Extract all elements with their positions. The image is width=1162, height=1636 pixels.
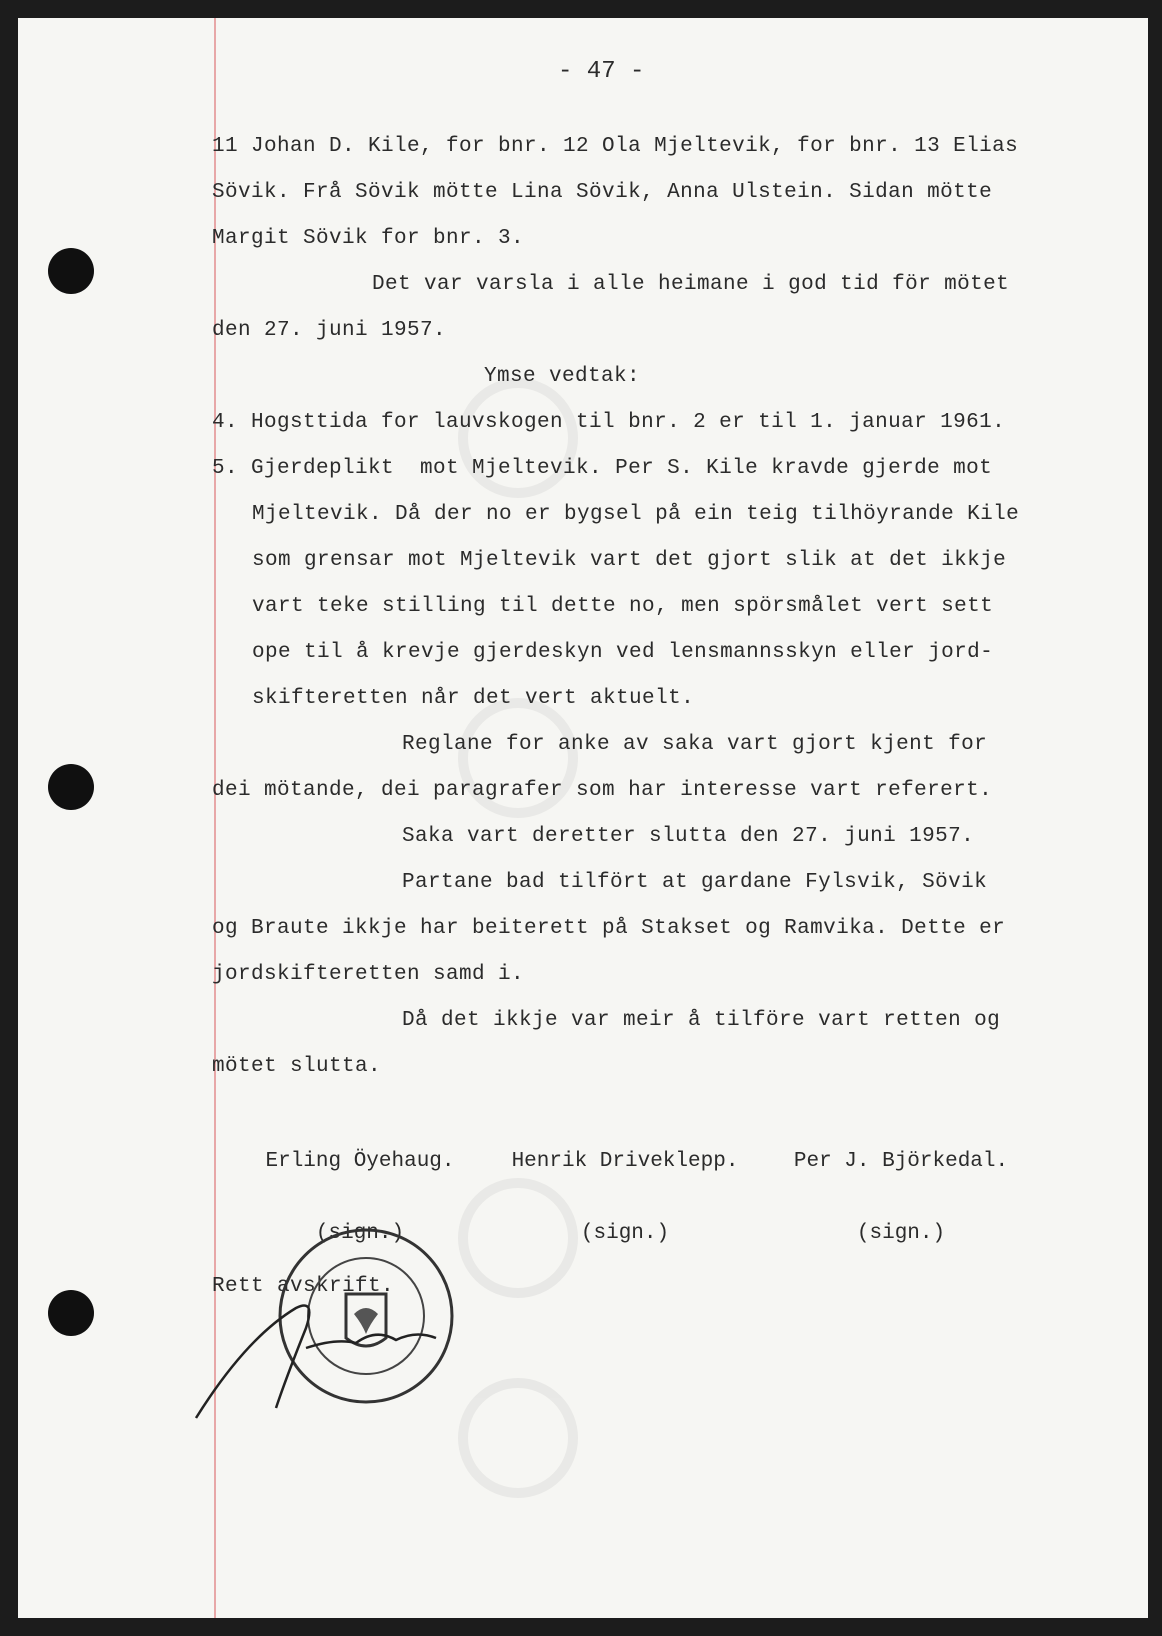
signed-note: (sign.): [315, 1222, 405, 1245]
body-line: Reglane for anke av saka vart gjort kjent for: [402, 733, 988, 756]
body-line: Det var varsla i alle heimane i god tid för mötet: [372, 273, 1010, 296]
punch-hole: [48, 764, 94, 810]
handwritten-signature-icon: [186, 1268, 466, 1428]
body-line: den 27. juni 1957.: [212, 319, 447, 342]
body-line: jordskifteretten samd i.: [212, 963, 525, 986]
signatory-name: Henrik Driveklepp.: [511, 1150, 739, 1173]
signed-note: (sign.): [856, 1222, 946, 1245]
punch-hole: [48, 248, 94, 294]
body-line: 11 Johan D. Kile, for bnr. 12 Ola Mjeltevik, for bnr. 13 Elias: [212, 135, 1019, 158]
signed-note: (sign.): [580, 1222, 670, 1245]
body-line: og Braute ikkje har beiterett på Stakset og Ramvika. Dette er: [212, 917, 1006, 940]
certification-text: Rett avskrift.: [212, 1275, 395, 1298]
document-page: [18, 18, 1148, 1618]
body-line: Sövik. Frå Sövik mötte Lina Sövik, Anna Ulstein. Sidan mötte: [212, 181, 993, 204]
punch-hole: [48, 1290, 94, 1336]
body-line: dei mötande, dei paragrafer som har interesse vart referert.: [212, 779, 993, 802]
body-line: Margit Sövik for bnr. 3.: [212, 227, 525, 250]
body-line: som grensar mot Mjeltevik vart det gjort slik at det ikkje: [252, 549, 1007, 572]
signatory-name: Per J. Björkedal.: [793, 1150, 1009, 1173]
body-line: skifteretten når det vert aktuelt.: [252, 687, 695, 710]
body-line: vart teke stilling til dette no, men spörsmålet vert sett: [252, 595, 994, 618]
signature-block: [786, 1102, 1016, 1294]
body-line: mötet slutta.: [212, 1055, 382, 1078]
body-line: Saka vart deretter slutta den 27. juni 1957.: [402, 825, 975, 848]
body-line: Partane bad tilfört at gardane Fylsvik, Sövik: [402, 871, 988, 894]
body-line: 5. Gjerdeplikt mot Mjeltevik. Per S. Kile kravde gjerde mot: [212, 457, 993, 480]
body-line: Då det ikkje var meir å tilföre vart retten og: [402, 1009, 1001, 1032]
page-number: - 47 -: [558, 58, 645, 85]
section-heading: Ymse vedtak:: [484, 365, 641, 388]
body-line: Mjeltevik. Då der no er bygsel på ein teig tilhöyrande Kile: [252, 503, 1020, 526]
signature-block: [500, 1102, 750, 1294]
body-line: 4. Hogsttida for lauvskogen til bnr. 2 er til 1. januar 1961.: [212, 411, 1006, 434]
body-line: ope til å krevje gjerdeskyn ved lensmannsskyn eller jord-: [252, 641, 994, 664]
signatory-name: Erling Öyehaug.: [265, 1150, 455, 1173]
